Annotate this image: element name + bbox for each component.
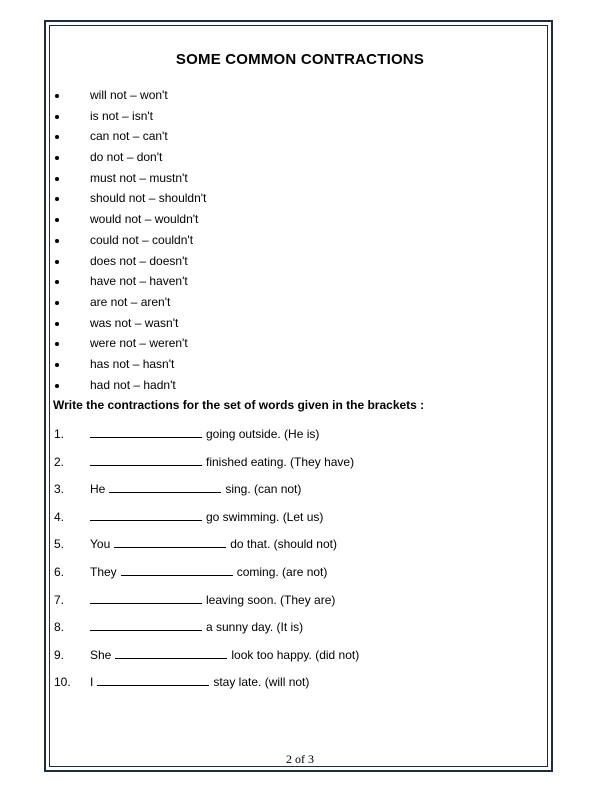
bullet-icon [55,239,59,243]
question-lead-word: You [90,537,111,552]
answer-blank[interactable] [97,674,209,686]
bullet-icon [55,197,59,201]
answer-blank[interactable] [90,619,202,631]
question-number: 3. [54,482,65,497]
bullet-icon [55,342,59,346]
question-text [90,646,359,664]
contraction-text: has not – hasn't [90,356,175,371]
question-rest: coming. (are not) [236,564,328,579]
question-number: 1. [54,427,65,441]
contraction-text: was not – wasn't [90,315,179,330]
bullet-icon [55,280,59,284]
question-item [0,425,600,453]
contraction-item [0,85,600,106]
question-item [0,453,600,481]
bullet-icon [55,115,59,119]
question-rest: look too happy. (did not) [231,647,360,662]
question-number: 4. [54,509,65,524]
question-item [0,535,600,563]
exercise-questions [0,425,600,701]
contraction-item [0,292,600,313]
contraction-text: can not – can't [90,129,168,144]
question-item [0,646,600,674]
bullet-icon [55,218,59,222]
question-lead-word: He [90,482,106,497]
contraction-text: could not – couldn't [90,232,194,247]
answer-blank[interactable] [90,592,202,604]
contraction-text: should not – shouldn't [90,191,207,206]
contraction-text: is not – isn't [90,108,153,123]
answer-blank[interactable] [90,426,202,438]
question-lead-word: They [90,564,117,579]
contraction-text: have not – haven't [90,274,188,289]
question-rest: a sunny day. (It is) [206,620,304,635]
contraction-text: do not – don't [90,150,163,165]
question-item [0,563,600,591]
answer-blank[interactable] [90,509,202,521]
contraction-text: would not – wouldn't [90,212,199,227]
exercise-instruction: Write the contractions for the set of words given in the brackets : [53,398,425,412]
question-item [0,508,600,536]
question-rest: going outside. (He is) [206,427,320,441]
bullet-icon [55,363,59,367]
bullet-icon [55,135,59,139]
bullet-icon [55,94,59,98]
bullet-icon [55,384,59,388]
contraction-item [0,106,600,127]
question-number: 8. [54,620,65,635]
question-text [90,508,323,526]
bullet-icon [55,156,59,160]
contraction-item [0,147,600,168]
contractions-list [0,85,600,395]
question-number: 6. [54,564,65,579]
question-rest: do that. (should not) [230,537,337,552]
question-lead-word: I [90,675,94,690]
answer-blank[interactable] [121,564,233,576]
question-rest: finished eating. (They have) [206,454,355,469]
question-number: 2. [54,454,65,469]
question-text [90,480,301,498]
answer-blank[interactable] [109,481,221,493]
contraction-item [0,271,600,292]
contraction-text: are not – aren't [90,294,171,309]
question-text [90,673,309,691]
question-rest: sing. (can not) [225,482,302,497]
contraction-item [0,375,600,396]
contraction-text: were not – weren't [90,336,188,351]
question-text [90,425,319,443]
contraction-item [0,333,600,354]
question-item [0,618,600,646]
question-text [90,563,327,581]
bullet-icon [55,177,59,181]
page-title: SOME COMMON CONTRACTIONS [175,51,425,68]
contraction-item [0,354,600,375]
contraction-item [0,230,600,251]
bullet-icon [55,322,59,326]
question-number: 5. [54,537,65,552]
question-rest: leaving soon. (They are) [206,592,336,607]
question-lead-word: She [90,647,112,662]
question-text [90,453,354,471]
contraction-item [0,188,600,209]
contraction-text: will not – won't [90,88,168,102]
question-item [0,480,600,508]
contraction-item [0,168,600,189]
answer-blank[interactable] [90,454,202,466]
contraction-item [0,313,600,334]
contraction-item [0,209,600,230]
question-item [0,673,600,701]
answer-blank[interactable] [114,536,226,548]
bullet-icon [55,260,59,264]
contraction-text: does not – doesn't [90,253,188,268]
question-number: 7. [54,592,65,607]
bullet-icon [55,301,59,305]
contraction-text: had not – hadn't [90,377,176,392]
page-number: 2 of 3 [286,752,314,766]
question-text [90,618,303,636]
contraction-item [0,251,600,272]
answer-blank[interactable] [115,647,227,659]
question-text [90,535,337,553]
question-number: 10. [54,675,71,690]
contraction-text: must not – mustn't [90,170,188,185]
question-rest: go swimming. (Let us) [206,509,324,524]
question-text [90,591,335,609]
contraction-item [0,126,600,147]
question-item [0,591,600,619]
question-number: 9. [54,647,65,662]
question-rest: stay late. (will not) [213,675,310,690]
